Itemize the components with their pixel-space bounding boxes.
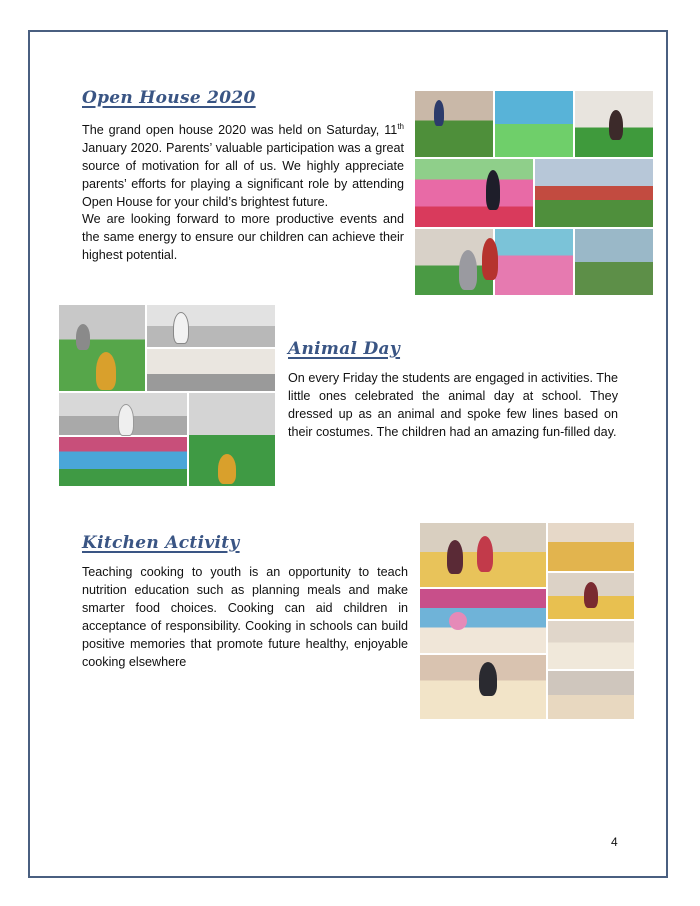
figure xyxy=(479,662,497,696)
figure xyxy=(173,312,189,344)
page-number: 4 xyxy=(611,835,618,849)
section-title-kitchen-activity: Kitchen Activity xyxy=(82,533,240,553)
figure xyxy=(482,238,498,280)
figure xyxy=(96,352,116,390)
photo xyxy=(414,90,494,158)
figure xyxy=(584,582,598,608)
kitchen-activity-paragraph: Teaching cooking to youth is an opportunity to teach nutrition education such as planning meals and make smarter food choices. Cooking can aid children in acceptance of responsibility. Cooking in schools can build positive memories that promote future healthy, enjoyable cooking elsewhere xyxy=(82,565,408,669)
photo xyxy=(547,670,635,720)
animal-day-paragraph: On every Friday the students are engaged in activities. The little ones celebrated the animal day at school. They dressed up as an animal and spoke few lines based on their costumes. The children had an amazing fun-filled day. xyxy=(288,371,618,439)
figure xyxy=(449,612,467,630)
photo xyxy=(146,304,276,348)
figure xyxy=(76,324,90,350)
photo xyxy=(419,588,547,654)
open-house-paragraph-2: We are looking forward to more productive events and the same energy to ensure our children can achieve their highest potential. xyxy=(82,212,404,262)
photo xyxy=(494,90,574,158)
photo xyxy=(547,522,635,572)
figure xyxy=(609,110,623,140)
photo xyxy=(574,228,654,296)
section-title-animal-day: Animal Day xyxy=(288,339,401,359)
figure xyxy=(447,540,463,574)
figure xyxy=(434,100,444,126)
photo xyxy=(534,158,654,228)
figure xyxy=(118,404,134,436)
figure xyxy=(459,250,477,290)
photo xyxy=(414,158,534,228)
photo xyxy=(58,436,188,487)
section-title-open-house: Open House 2020 xyxy=(82,88,256,108)
kitchen-activity-photo-collage xyxy=(419,522,635,720)
photo xyxy=(547,620,635,670)
figure xyxy=(486,170,500,210)
open-house-paragraph-1: The grand open house 2020 was held on Saturday, 11th January 2020. Parents’ valuable participation was a great source of motivation for all of us. We highly appreciate parents’ efforts for playing a significant role by attending Open House for your child’s brightest future. xyxy=(82,122,404,210)
figure xyxy=(477,536,493,572)
photo xyxy=(146,348,276,392)
animal-day-photo-collage xyxy=(58,304,276,487)
open-house-photo-collage xyxy=(414,90,654,296)
figure xyxy=(218,454,236,484)
photo xyxy=(494,228,574,296)
